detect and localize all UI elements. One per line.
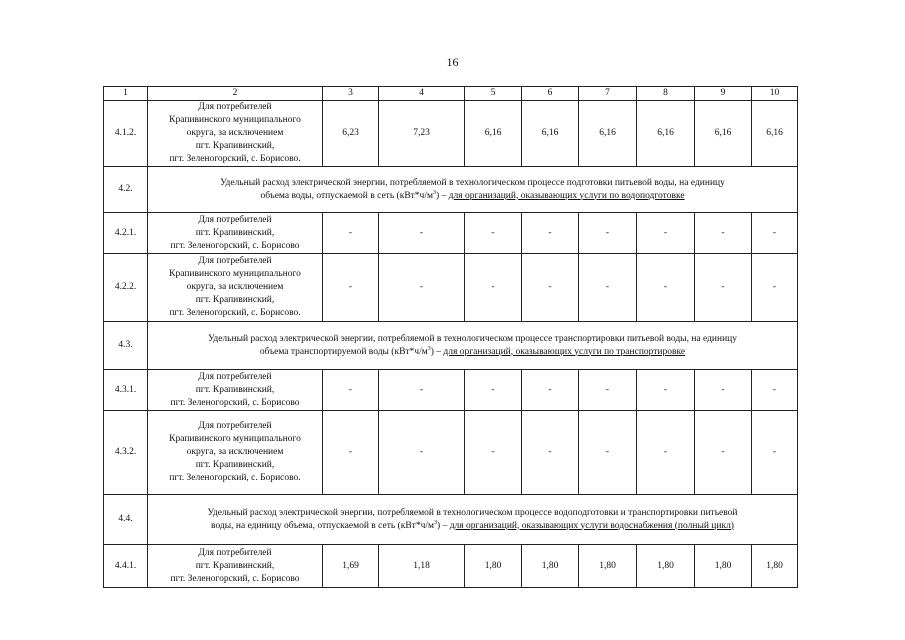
row-description: [148, 254, 323, 322]
value-cell: -: [323, 213, 379, 254]
value-cell: -: [695, 370, 752, 411]
value-cell: 6,16: [695, 101, 752, 167]
row-number: 4.1.2.: [104, 101, 148, 167]
value-cell: -: [522, 370, 579, 411]
column-header: 6: [522, 87, 579, 101]
section-title-line: воды, на единицу объема, отпускаемой в сеть $(кВт*ч/м^3)$ – для организаций, оказывающих услуги водоснабжения (полный цикл): [211, 519, 734, 531]
column-header: 10: [752, 87, 798, 101]
value-cell: -: [379, 254, 465, 322]
section-title: [148, 495, 798, 545]
column-header: 5: [465, 87, 522, 101]
column-header: 8: [637, 87, 695, 101]
description-line: Крапивинского муниципального: [169, 269, 301, 279]
description-line: Для потребителей: [198, 102, 272, 112]
description-line: пгт. Зеленогорский, с. Борисово: [170, 573, 300, 584]
table-row: [104, 370, 798, 411]
page-number: 16: [446, 55, 459, 69]
row-description: [148, 213, 323, 254]
description-line: пгт. Зеленогорский, с. Борисово.: [169, 154, 301, 164]
description-line: Для потребителей: [198, 547, 272, 558]
section-title-line: объема транспортируемой воды $(кВт*ч/м^3)$ – для организаций, оказывающих услуги по транспортировке: [259, 345, 686, 357]
description-line: пгт. Крапивинский,: [195, 141, 275, 151]
value-cell: -: [637, 254, 695, 322]
description-line: округа, за исключением: [186, 447, 284, 457]
organization-type: для организаций, оказывающих услуги по транспортировке: [443, 346, 686, 357]
description-line: пгт. Крапивинский,: [195, 227, 275, 238]
section-row: [104, 495, 798, 545]
value-cell: -: [465, 254, 522, 322]
value-cell: -: [752, 254, 798, 322]
value-cell: 6,16: [522, 101, 579, 167]
section-title: [148, 322, 798, 370]
section-number: 4.3.: [104, 322, 148, 370]
value-cell: -: [579, 213, 637, 254]
value-cell: -: [695, 411, 752, 495]
value-cell: -: [522, 254, 579, 322]
column-header: 3: [323, 87, 379, 101]
description-line: пгт. Зеленогорский, с. Борисово: [170, 240, 300, 251]
value-cell: 6,16: [579, 101, 637, 167]
value-cell: 1,80: [637, 545, 695, 588]
value-cell: -: [465, 411, 522, 495]
value-cell: -: [522, 213, 579, 254]
value-cell: -: [752, 370, 798, 411]
value-cell: -: [637, 411, 695, 495]
description-line: пгт. Крапивинский,: [195, 295, 275, 305]
column-header: 7: [579, 87, 637, 101]
value-cell: -: [579, 254, 637, 322]
column-header: 2: [148, 87, 323, 101]
section-title-line: Удельный расход электрической энергии, потребляемой в технологическом процессе подготовки питьевой воды, на единицу: [220, 177, 725, 188]
description-line: Для потребителей: [198, 371, 272, 382]
value-cell: -: [379, 411, 465, 495]
row-number: 4.2.2.: [104, 254, 148, 322]
description-line: пгт. Зеленогорский, с. Борисово: [170, 397, 300, 408]
description-line: пгт. Зеленогорский, с. Борисово.: [169, 308, 301, 318]
row-number: 4.4.1.: [104, 545, 148, 588]
row-number: 4.3.1.: [104, 370, 148, 411]
value-cell: 6,16: [637, 101, 695, 167]
value-cell: -: [379, 370, 465, 411]
column-header: 1: [104, 87, 148, 101]
value-cell: -: [579, 411, 637, 495]
value-cell: 1,18: [379, 545, 465, 588]
value-cell: 1,80: [752, 545, 798, 588]
value-cell: 6,16: [465, 101, 522, 167]
row-number: 4.3.2.: [104, 411, 148, 495]
value-cell: -: [579, 370, 637, 411]
section-number: 4.4.: [104, 495, 148, 545]
description-line: Для потребителей: [198, 421, 272, 431]
section-title-line: объема воды, отпускаемой в сеть $(кВт*ч/м^3)$ – для организаций, оказывающих услуги по водоподготовке: [260, 189, 685, 201]
row-description: [148, 411, 323, 495]
section-row: [104, 322, 798, 370]
table-row: [104, 545, 798, 588]
description-line: округа, за исключением: [186, 282, 284, 292]
value-cell: 7,23: [379, 101, 465, 167]
value-cell: -: [695, 213, 752, 254]
value-cell: 6,16: [752, 101, 798, 167]
value-cell: 1,80: [695, 545, 752, 588]
column-header: 4: [379, 87, 465, 101]
section-title-line: Удельный расход электрической энергии, потребляемой в технологическом процессе транспортировки питьевой воды, на единицу: [207, 333, 738, 344]
table-row: [104, 411, 798, 495]
section-title-line: Удельный расход электрической энергии, потребляемой в технологическом процессе водоподготовки и транспортировки питьевой: [207, 507, 738, 518]
value-cell: 1,80: [522, 545, 579, 588]
column-header: 9: [695, 87, 752, 101]
value-cell: -: [379, 213, 465, 254]
value-cell: -: [323, 254, 379, 322]
description-line: пгт. Крапивинский,: [195, 560, 275, 571]
section-number: 4.2.: [104, 167, 148, 213]
column-header-row: [104, 87, 798, 101]
tariff-table: [103, 86, 798, 588]
value-cell: -: [637, 370, 695, 411]
value-cell: -: [695, 254, 752, 322]
value-cell: 1,69: [323, 545, 379, 588]
section-row: [104, 167, 798, 213]
description-line: пгт. Крапивинский,: [195, 460, 275, 470]
table-row: [104, 213, 798, 254]
table-row: [104, 254, 798, 322]
value-cell: -: [323, 411, 379, 495]
organization-type: для организаций, оказывающих услуги водоснабжения (полный цикл): [449, 520, 734, 531]
value-cell: -: [465, 370, 522, 411]
description-line: Для потребителей: [198, 256, 272, 266]
value-cell: -: [752, 213, 798, 254]
section-title: [148, 167, 798, 213]
value-cell: -: [465, 213, 522, 254]
description-line: пгт. Крапивинский,: [195, 384, 275, 395]
value-cell: 6,23: [323, 101, 379, 167]
value-cell: 1,80: [465, 545, 522, 588]
value-cell: -: [752, 411, 798, 495]
description-line: пгт. Зеленогорский, с. Борисово.: [169, 473, 301, 483]
row-number: 4.2.1.: [104, 213, 148, 254]
row-description: [148, 370, 323, 411]
description-line: Крапивинского муниципального: [169, 434, 301, 444]
description-line: Крапивинского муниципального: [169, 115, 301, 125]
value-cell: -: [637, 213, 695, 254]
row-description: [148, 545, 323, 588]
description-line: округа, за исключением: [186, 128, 284, 138]
row-description: [148, 101, 323, 167]
table-row: [104, 101, 798, 167]
description-line: Для потребителей: [198, 214, 272, 225]
value-cell: -: [323, 370, 379, 411]
value-cell: 1,80: [579, 545, 637, 588]
organization-type: для организаций, оказывающих услуги по водоподготовке: [448, 190, 685, 201]
value-cell: -: [522, 411, 579, 495]
